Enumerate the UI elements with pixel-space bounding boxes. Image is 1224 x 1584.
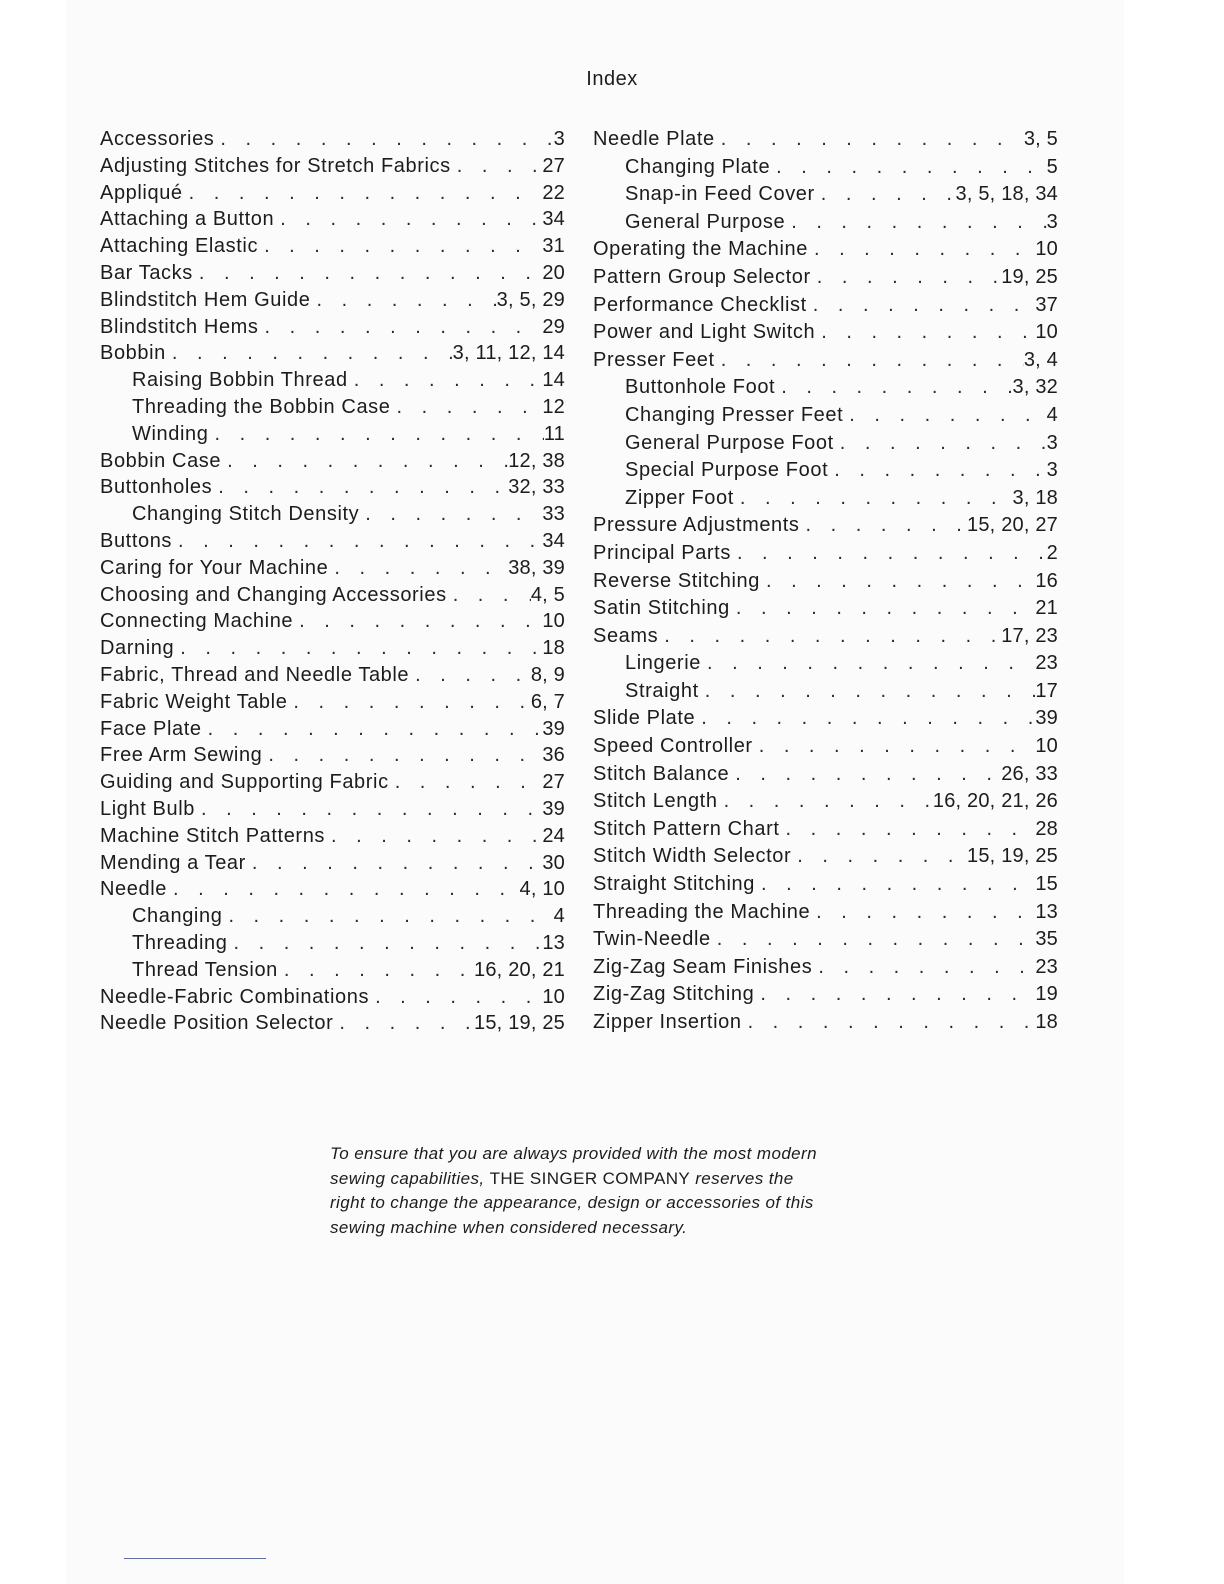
index-pages: 33 xyxy=(542,503,565,526)
index-entry xyxy=(593,871,1058,899)
dot-leader xyxy=(246,850,542,877)
dot-leader xyxy=(409,662,531,689)
dot-leader xyxy=(828,457,1046,485)
index-subentry xyxy=(593,678,1058,706)
index-entry xyxy=(593,126,1058,154)
index-subentry xyxy=(593,402,1058,430)
notice-text-before: To ensure that you are always provided with the most modern sewing capabilities, xyxy=(330,1144,817,1188)
index-entry xyxy=(100,314,565,341)
index-entry xyxy=(593,595,1058,623)
index-pages: 32, 33 xyxy=(508,476,565,499)
index-pages: 36 xyxy=(542,744,565,767)
index-pages: 38, 39 xyxy=(508,556,565,579)
index-term: Needle Plate xyxy=(593,128,715,150)
index-entry xyxy=(593,816,1058,844)
index-subentry xyxy=(593,650,1058,678)
index-pages: 2 xyxy=(1046,541,1058,564)
index-pages: 34 xyxy=(542,529,565,552)
index-term: Buttonhole Foot xyxy=(625,376,776,399)
index-entry xyxy=(593,981,1058,1009)
dot-leader xyxy=(755,871,1035,899)
index-term: Changing Plate xyxy=(625,155,771,178)
index-term: Bobbin Case xyxy=(100,449,222,472)
dot-leader xyxy=(800,512,968,540)
index-pages: 3 xyxy=(1046,459,1058,482)
index-term: Slide Plate xyxy=(593,707,696,730)
index-term: Pressure Adjustments xyxy=(593,514,800,537)
index-entry xyxy=(100,474,565,501)
index-term: Threading xyxy=(132,931,228,954)
index-entry xyxy=(100,528,565,555)
index-entry xyxy=(100,662,565,689)
dot-leader xyxy=(770,154,1047,182)
dot-leader xyxy=(183,180,543,207)
index-term: Changing xyxy=(132,905,223,928)
dot-leader xyxy=(333,1010,474,1037)
index-pages: 15, 20, 27 xyxy=(967,514,1058,537)
index-pages: 3 xyxy=(1046,210,1058,233)
index-pages: 3, 11, 12, 14 xyxy=(452,342,565,365)
index-term: Seams xyxy=(593,624,659,647)
dot-leader xyxy=(451,153,543,180)
index-pages: 3, 5 xyxy=(1023,128,1058,150)
index-pages: 15, 19, 25 xyxy=(967,845,1058,868)
index-entry xyxy=(593,761,1058,789)
index-pages: 8, 9 xyxy=(530,663,565,686)
index-term: Mending a Tear xyxy=(100,851,246,874)
index-entry xyxy=(100,582,565,609)
index-term: Power and Light Switch xyxy=(593,321,816,344)
index-pages: 35 xyxy=(1035,928,1058,951)
dot-leader xyxy=(753,733,1036,761)
dot-leader xyxy=(734,485,1013,513)
dot-leader xyxy=(715,347,1024,375)
dot-leader xyxy=(325,823,542,850)
index-term: Stitch Pattern Chart xyxy=(593,817,780,840)
index-subentry xyxy=(100,421,565,448)
bottom-rule xyxy=(124,1558,266,1559)
dot-leader xyxy=(715,126,1024,154)
index-entry xyxy=(593,733,1058,761)
index-entry xyxy=(593,512,1058,540)
dot-leader xyxy=(195,796,542,823)
index-entry xyxy=(593,236,1058,264)
index-term: General Purpose Foot xyxy=(625,431,834,454)
index-entry xyxy=(100,742,565,769)
index-subentry xyxy=(100,394,565,421)
dot-leader xyxy=(729,761,1001,789)
index-term: Needle xyxy=(100,878,167,901)
index-entry xyxy=(593,264,1058,292)
dot-leader xyxy=(348,367,543,394)
index-term: Changing Stitch Density xyxy=(132,503,360,526)
index-term: Appliqué xyxy=(100,181,183,204)
index-pages: 31 xyxy=(542,235,565,258)
dot-leader xyxy=(293,608,542,635)
dot-leader xyxy=(208,421,543,448)
index-term: Free Arm Sewing xyxy=(100,744,263,767)
index-entry xyxy=(100,126,565,153)
index-subentry xyxy=(593,430,1058,458)
notice-brand: THE SINGER COMPANY xyxy=(489,1168,691,1188)
index-entry xyxy=(100,1010,565,1037)
index-term: Needle Position Selector xyxy=(100,1012,334,1035)
index-entry xyxy=(100,180,565,207)
index-pages: 10 xyxy=(1035,321,1058,344)
index-entry xyxy=(593,705,1058,733)
index-entry xyxy=(100,984,565,1011)
index-entry xyxy=(100,153,565,180)
index-pages: 3, 4 xyxy=(1023,348,1058,371)
dot-leader xyxy=(359,501,542,528)
index-pages: 15 xyxy=(1035,873,1058,896)
index-column-right xyxy=(593,126,1058,1037)
dot-leader xyxy=(310,287,496,314)
index-pages: 10 xyxy=(542,610,565,633)
dot-leader xyxy=(695,705,1035,733)
index-subentry xyxy=(593,181,1058,209)
index-pages: 3, 5, 18, 34 xyxy=(955,183,1058,206)
index-pages: 16 xyxy=(1035,569,1058,592)
dot-leader xyxy=(699,678,1036,706)
dot-leader xyxy=(369,984,542,1011)
index-entry xyxy=(100,608,565,635)
index-pages: 30 xyxy=(542,851,565,874)
index-pages: 39 xyxy=(1035,707,1058,730)
dot-leader xyxy=(658,623,1001,651)
index-term: Blindstitch Hems xyxy=(100,315,259,338)
index-term: Needle-Fabric Combinations xyxy=(100,985,370,1008)
index-term: Connecting Machine xyxy=(100,610,294,633)
index-pages: 19, 25 xyxy=(1001,265,1058,288)
index-term: Satin Stitching xyxy=(593,597,730,620)
index-pages: 29 xyxy=(542,315,565,338)
index-pages: 23 xyxy=(1035,955,1058,978)
page-title: Index xyxy=(586,68,638,90)
index-pages: 3 xyxy=(553,128,565,150)
notice-paragraph xyxy=(330,1142,830,1240)
index-term: Zig-Zag Stitching xyxy=(593,983,755,1006)
index-pages: 6, 7 xyxy=(530,690,565,713)
index-subentry xyxy=(100,501,565,528)
index-entry xyxy=(100,287,565,314)
index-entry xyxy=(100,876,565,903)
dot-leader xyxy=(815,181,956,209)
index-pages: 18 xyxy=(1035,1011,1058,1033)
index-term: Zig-Zag Seam Finishes xyxy=(593,955,813,978)
index-term: Operating the Machine xyxy=(593,238,808,261)
index-term: Threading the Machine xyxy=(593,900,811,923)
index-pages: 37 xyxy=(1035,293,1058,316)
index-term: Darning xyxy=(100,637,175,660)
index-entry xyxy=(100,850,565,877)
index-term: Snap-in Feed Cover xyxy=(625,183,815,206)
dot-leader xyxy=(775,374,1012,402)
index-term: Winding xyxy=(132,422,209,445)
dot-leader xyxy=(760,568,1035,596)
index-entry xyxy=(593,788,1058,816)
index-entry xyxy=(593,540,1058,568)
index-term: Machine Stitch Patterns xyxy=(100,824,326,847)
dot-leader xyxy=(815,319,1035,347)
index-entry xyxy=(593,623,1058,651)
index-term: Principal Parts xyxy=(593,541,731,564)
index-entry xyxy=(593,1009,1058,1037)
dot-leader xyxy=(166,340,453,367)
index-term: Guiding and Supporting Fabric xyxy=(100,771,389,794)
index-term: Twin-Needle xyxy=(593,928,711,951)
dot-leader xyxy=(791,843,967,871)
index-pages: 3, 18 xyxy=(1012,486,1058,509)
dot-leader xyxy=(447,582,531,609)
dot-leader xyxy=(785,209,1046,237)
index-subentry xyxy=(593,485,1058,513)
index-entry xyxy=(100,233,565,260)
dot-leader xyxy=(274,206,542,233)
dot-leader xyxy=(278,957,474,984)
dot-leader xyxy=(174,635,542,662)
dot-leader xyxy=(262,742,542,769)
index-entry xyxy=(593,926,1058,954)
index-entry xyxy=(593,954,1058,982)
index-term: Buttonholes xyxy=(100,476,213,499)
dot-leader xyxy=(193,260,543,287)
index-term: Attaching Elastic xyxy=(100,235,259,258)
index-pages: 23 xyxy=(1035,652,1058,675)
dot-leader xyxy=(810,899,1035,927)
index-entry xyxy=(100,769,565,796)
dot-leader xyxy=(807,292,1036,320)
index-entry xyxy=(100,206,565,233)
dot-leader xyxy=(259,314,543,341)
dot-leader xyxy=(172,528,542,555)
dot-leader xyxy=(167,876,520,903)
dot-leader xyxy=(202,716,543,743)
index-term: Adjusting Stitches for Stretch Fabrics xyxy=(100,154,451,177)
index-pages: 4, 5 xyxy=(530,583,565,606)
dot-leader xyxy=(742,1009,1036,1037)
index-pages: 39 xyxy=(542,717,565,740)
index-pages: 4 xyxy=(1046,403,1058,426)
index-pages: 39 xyxy=(542,797,565,820)
dot-leader xyxy=(258,233,542,260)
index-entry xyxy=(100,260,565,287)
index-entry xyxy=(100,635,565,662)
index-pages: 27 xyxy=(542,154,565,177)
index-term: Bobbin xyxy=(100,342,166,365)
index-entry xyxy=(100,555,565,582)
index-pages: 12, 38 xyxy=(508,449,565,472)
dot-leader xyxy=(812,954,1035,982)
index-pages: 14 xyxy=(542,369,565,392)
index-term: Stitch Length xyxy=(593,790,718,813)
index-term: Performance Checklist xyxy=(593,293,807,316)
index-pages: 13 xyxy=(542,931,565,954)
index-term: Caring for Your Machine xyxy=(100,556,329,579)
index-pages: 28 xyxy=(1035,817,1058,840)
index-term: Attaching a Button xyxy=(100,208,275,231)
dot-leader xyxy=(221,448,508,475)
index-entry xyxy=(100,340,565,367)
index-term: Straight xyxy=(625,679,699,702)
index-term: Face Plate xyxy=(100,717,202,740)
index-entry xyxy=(593,292,1058,320)
dot-leader xyxy=(227,930,542,957)
index-pages: 17, 23 xyxy=(1001,624,1058,647)
index-entry xyxy=(593,319,1058,347)
index-entry xyxy=(100,796,565,823)
index-entry xyxy=(100,716,565,743)
index-term: Special Purpose Foot xyxy=(625,459,829,482)
index-pages: 10 xyxy=(1035,735,1058,758)
index-entry xyxy=(593,843,1058,871)
index-pages: 4, 10 xyxy=(519,878,565,901)
index-term: Zipper Insertion xyxy=(593,1011,742,1033)
index-subentry xyxy=(593,457,1058,485)
dot-leader xyxy=(287,689,530,716)
index-pages: 13 xyxy=(1035,900,1058,923)
index-pages: 12 xyxy=(542,395,565,418)
dot-leader xyxy=(214,126,553,153)
index-term: Zipper Foot xyxy=(625,486,734,509)
dot-leader xyxy=(730,595,1035,623)
index-pages: 15, 19, 25 xyxy=(474,1012,565,1035)
index-pages: 16, 20, 21, 26 xyxy=(932,790,1058,813)
index-entry xyxy=(593,899,1058,927)
index-pages: 22 xyxy=(542,181,565,204)
dot-leader xyxy=(718,788,933,816)
index-pages: 20 xyxy=(542,261,565,284)
index-pages: 10 xyxy=(1035,238,1058,261)
index-term: Fabric, Thread and Needle Table xyxy=(100,663,410,686)
index-pages: 17 xyxy=(1035,679,1058,702)
index-pages: 3, 5, 29 xyxy=(496,288,565,311)
index-term: Lingerie xyxy=(625,652,701,675)
dot-leader xyxy=(754,981,1035,1009)
dot-leader xyxy=(389,769,543,796)
index-term: Raising Bobbin Thread xyxy=(132,369,348,392)
index-entry xyxy=(593,347,1058,375)
dot-leader xyxy=(711,926,1036,954)
index-term: Choosing and Changing Accessories xyxy=(100,583,447,606)
index-term: Blindstitch Hem Guide xyxy=(100,288,311,311)
dot-leader xyxy=(808,236,1035,264)
index-term: Presser Feet xyxy=(593,348,715,371)
index-term: Bar Tacks xyxy=(100,261,193,284)
index-term: Buttons xyxy=(100,529,173,552)
index-term: Threading the Bobbin Case xyxy=(132,395,391,418)
index-pages: 18 xyxy=(542,637,565,660)
index-term: Light Bulb xyxy=(100,797,195,820)
index-pages: 34 xyxy=(542,208,565,231)
index-term: Straight Stitching xyxy=(593,873,755,896)
dot-leader xyxy=(701,650,1035,678)
index-term: Accessories xyxy=(100,128,215,150)
index-subentry xyxy=(593,154,1058,182)
index-entry xyxy=(100,689,565,716)
index-term: Speed Controller xyxy=(593,735,753,758)
index-pages: 24 xyxy=(542,824,565,847)
index-term: Stitch Balance xyxy=(593,762,730,785)
index-entry xyxy=(100,823,565,850)
dot-leader xyxy=(843,402,1046,430)
index-entry xyxy=(100,448,565,475)
dot-leader xyxy=(780,816,1036,844)
dot-leader xyxy=(811,264,1001,292)
index-term: Pattern Group Selector xyxy=(593,265,811,288)
dot-leader xyxy=(328,555,508,582)
index-subentry xyxy=(100,957,565,984)
dot-leader xyxy=(222,903,553,930)
index-pages: 27 xyxy=(542,771,565,794)
dot-leader xyxy=(391,394,543,421)
index-pages: 26, 33 xyxy=(1001,762,1058,785)
index-term: Reverse Stitching xyxy=(593,569,760,592)
index-column-left xyxy=(100,126,565,1037)
index-entry xyxy=(593,568,1058,596)
index-pages: 21 xyxy=(1035,597,1058,620)
index-term: Changing Presser Feet xyxy=(625,403,844,426)
dot-leader xyxy=(834,430,1047,458)
index-term: Stitch Width Selector xyxy=(593,845,792,868)
index-pages: 3, 32 xyxy=(1012,376,1058,399)
index-pages: 16, 20, 21 xyxy=(474,958,565,981)
index-pages: 11 xyxy=(543,422,565,445)
index-term: Thread Tension xyxy=(132,958,278,981)
notice-text-after: reserves the right to change the appearance, design or accessories of this sewing machine when considered necessary. xyxy=(330,1168,814,1237)
index-pages: 10 xyxy=(542,985,565,1008)
index-subentry xyxy=(100,930,565,957)
index-subentry xyxy=(100,367,565,394)
index-subentry xyxy=(593,374,1058,402)
dot-leader xyxy=(212,474,508,501)
dot-leader xyxy=(731,540,1047,568)
index-subentry xyxy=(100,903,565,930)
index-pages: 3 xyxy=(1046,431,1058,454)
index-subentry xyxy=(593,209,1058,237)
index-pages: 4 xyxy=(553,905,565,928)
index-pages: 5 xyxy=(1046,155,1058,178)
index-term: General Purpose xyxy=(625,210,786,233)
index-term: Fabric Weight Table xyxy=(100,690,288,713)
index-pages: 19 xyxy=(1035,983,1058,1006)
